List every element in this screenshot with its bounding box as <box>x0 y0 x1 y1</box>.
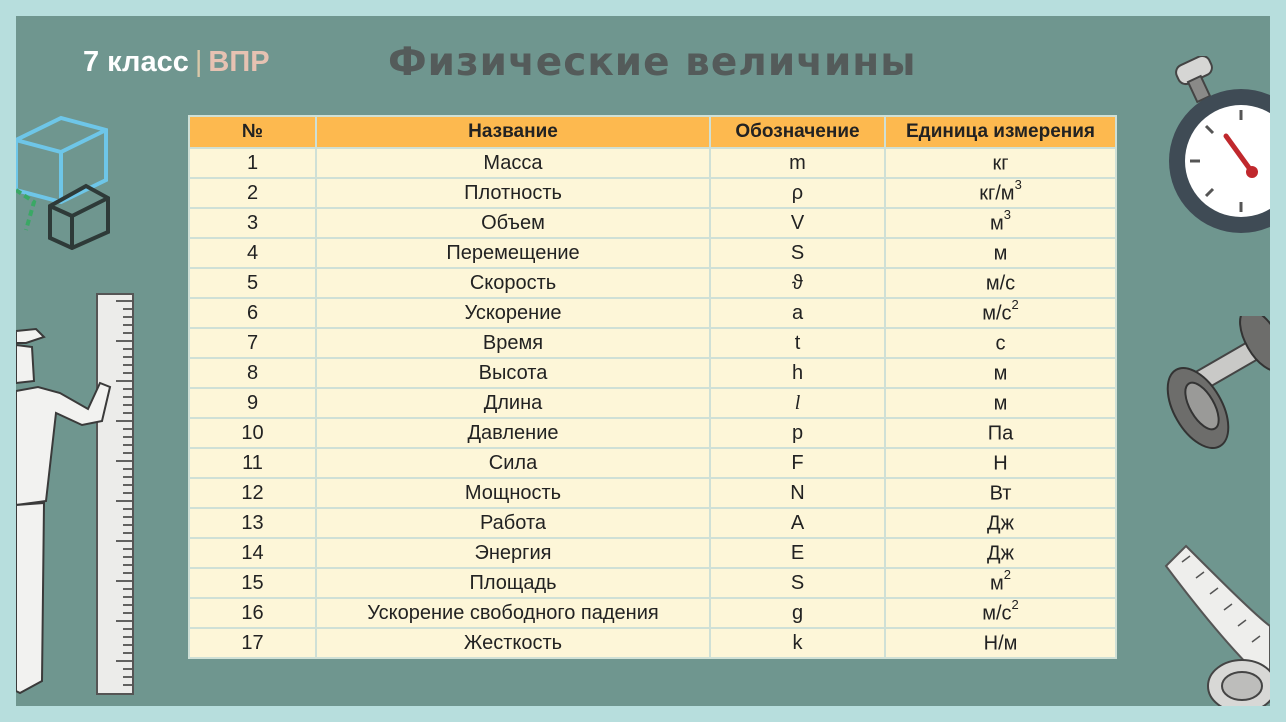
column-header-symbol: Обозначение <box>710 116 885 148</box>
quantity-unit <box>885 208 1116 238</box>
quantity-symbol: E <box>710 538 885 568</box>
quantity-name: Мощность <box>316 478 710 508</box>
table-row <box>189 208 1116 238</box>
quantity-symbol: h <box>710 358 885 388</box>
unit-text: м <box>993 242 1008 265</box>
quantities-table <box>188 115 1117 659</box>
quantity-name: Работа <box>316 508 710 538</box>
quantity-name: Объем <box>316 208 710 238</box>
quantity-symbol: ϑ <box>710 268 885 298</box>
column-header-unit: Единица измерения <box>885 116 1116 148</box>
quantity-name: Перемещение <box>316 238 710 268</box>
table-row <box>189 358 1116 388</box>
quantity-symbol: k <box>710 628 885 658</box>
quantity-unit <box>885 508 1116 538</box>
quantity-symbol: ρ <box>710 178 885 208</box>
slide <box>16 16 1270 706</box>
quantity-name: Высота <box>316 358 710 388</box>
unit-text: Вт <box>989 482 1012 505</box>
quantity-symbol: l <box>710 388 885 418</box>
quantity-name: Плотность <box>316 178 710 208</box>
table-row <box>189 178 1116 208</box>
quantity-name: Ускорение свободного падения <box>316 598 710 628</box>
table-row <box>189 148 1116 178</box>
unit-text: кг <box>992 152 1009 175</box>
quantity-symbol: g <box>710 598 885 628</box>
row-number: 15 <box>189 568 316 598</box>
quantity-name: Давление <box>316 418 710 448</box>
unit-exponent: 2 <box>1003 567 1011 583</box>
exam-label: ВПР <box>208 46 270 78</box>
table-row <box>189 538 1116 568</box>
dumbbell-icon <box>1166 316 1270 456</box>
quantity-symbol: F <box>710 448 885 478</box>
table-row <box>189 238 1116 268</box>
unit-text: м/с <box>982 302 1012 325</box>
row-number: 9 <box>189 388 316 418</box>
quantity-symbol: V <box>710 208 885 238</box>
unit-exponent: 3 <box>1014 177 1022 193</box>
unit-exponent: 2 <box>1011 297 1019 313</box>
quantity-unit <box>885 298 1116 328</box>
row-number: 13 <box>189 508 316 538</box>
person-icon <box>16 321 116 701</box>
table-row <box>189 508 1116 538</box>
quantity-name: Площадь <box>316 568 710 598</box>
row-number: 5 <box>189 268 316 298</box>
quantity-unit <box>885 598 1116 628</box>
unit-text: с <box>995 332 1006 355</box>
table-row <box>189 298 1116 328</box>
quantity-unit <box>885 478 1116 508</box>
quantity-unit <box>885 538 1116 568</box>
unit-text: м/с <box>985 272 1016 295</box>
unit-text: м <box>993 362 1008 385</box>
table-row <box>189 478 1116 508</box>
unit-exponent: 3 <box>1003 207 1011 223</box>
row-number: 17 <box>189 628 316 658</box>
table-row <box>189 598 1116 628</box>
row-number: 14 <box>189 538 316 568</box>
quantity-name: Время <box>316 328 710 358</box>
quantity-unit <box>885 418 1116 448</box>
table-row <box>189 568 1116 598</box>
quantity-name: Скорость <box>316 268 710 298</box>
table-row <box>189 388 1116 418</box>
row-number: 11 <box>189 448 316 478</box>
quantity-name: Длина <box>316 388 710 418</box>
table-row <box>189 328 1116 358</box>
quantity-unit <box>885 148 1116 178</box>
unit-text: м <box>990 212 1004 235</box>
unit-text: м <box>990 572 1004 595</box>
stopwatch-icon <box>1166 56 1270 236</box>
table-header-row <box>189 116 1116 148</box>
row-number: 6 <box>189 298 316 328</box>
unit-text: кг/м <box>979 182 1015 205</box>
quantity-name: Жесткость <box>316 628 710 658</box>
table-row <box>189 268 1116 298</box>
quantity-unit <box>885 178 1116 208</box>
row-number: 8 <box>189 358 316 388</box>
quantity-unit <box>885 358 1116 388</box>
grade-label: 7 класс <box>83 46 189 78</box>
quantity-unit <box>885 328 1116 358</box>
header-separator: | <box>194 46 203 78</box>
row-number: 12 <box>189 478 316 508</box>
table-row <box>189 448 1116 478</box>
quantity-unit <box>885 568 1116 598</box>
quantity-name: Масса <box>316 148 710 178</box>
unit-text: Па <box>987 422 1014 445</box>
unit-text: м/с <box>982 602 1012 625</box>
quantity-unit <box>885 238 1116 268</box>
quantity-name: Ускорение <box>316 298 710 328</box>
quantity-symbol: a <box>710 298 885 328</box>
quantity-unit <box>885 628 1116 658</box>
row-number: 2 <box>189 178 316 208</box>
unit-exponent: 2 <box>1011 597 1019 613</box>
column-header-number: № <box>189 116 316 148</box>
unit-text: Дж <box>987 542 1014 565</box>
quantity-name: Энергия <box>316 538 710 568</box>
unit-text: Дж <box>987 512 1014 535</box>
quantity-symbol: S <box>710 238 885 268</box>
table-row <box>189 628 1116 658</box>
quantity-name: Сила <box>316 448 710 478</box>
quantity-symbol: S <box>710 568 885 598</box>
column-header-name: Название <box>316 116 710 148</box>
quantity-symbol: m <box>710 148 885 178</box>
row-number: 4 <box>189 238 316 268</box>
table-row <box>189 418 1116 448</box>
quantity-symbol: t <box>710 328 885 358</box>
row-number: 3 <box>189 208 316 238</box>
row-number: 16 <box>189 598 316 628</box>
quantity-unit <box>885 268 1116 298</box>
unit-text: Н <box>993 452 1008 475</box>
row-number: 10 <box>189 418 316 448</box>
slide-subtitle <box>83 46 270 79</box>
page-title: Физические величины <box>388 40 917 85</box>
unit-text: м <box>993 392 1008 415</box>
row-number: 7 <box>189 328 316 358</box>
unit-text: Н/м <box>983 632 1018 655</box>
row-number: 1 <box>189 148 316 178</box>
quantity-symbol: N <box>710 478 885 508</box>
quantity-unit <box>885 448 1116 478</box>
quantity-symbol: p <box>710 418 885 448</box>
quantity-unit <box>885 388 1116 418</box>
cube-icon <box>16 110 116 250</box>
quantity-symbol: A <box>710 508 885 538</box>
tape-measure-icon <box>1146 536 1270 706</box>
